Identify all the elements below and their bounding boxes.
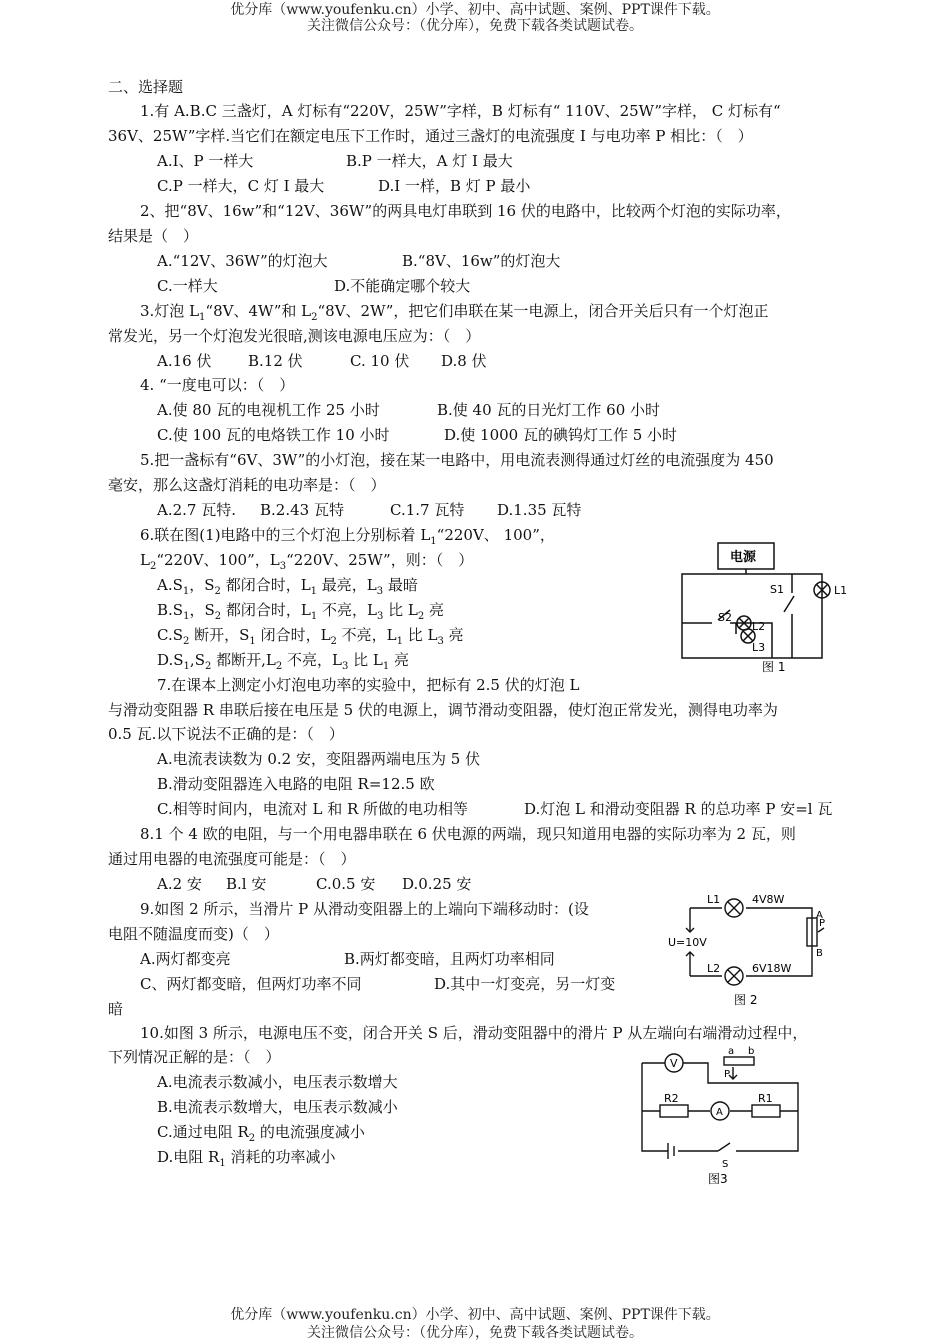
fig2-b: B [816, 948, 823, 959]
q8-line-2: 通过用电器的电流强度可能是：（ ） [108, 850, 356, 868]
fig2-caption: 图 2 [734, 993, 758, 1007]
q7-line-3: 0.5 瓦.以下说法不正确的是：（ ） [108, 725, 344, 743]
q9-option-d-cont: 暗 [108, 1000, 124, 1018]
fig1-l3: L3 [752, 641, 766, 654]
q4-option-c: C.使 100 瓦的电烙铁工作 10 小时 [157, 426, 390, 444]
fig3-s: S [722, 1159, 729, 1170]
q2-option-c: C.一样大 [157, 277, 218, 295]
fig1-power-label: 电源 [730, 550, 757, 565]
q2-option-b: B.“8V、16w”的灯泡大 [402, 252, 561, 270]
q10-option-a: A.电流表示数减小，电压表示数增大 [157, 1073, 398, 1091]
fig3-a-label: a [728, 1046, 735, 1057]
q5-option-b: B.2.43 瓦特 [260, 501, 344, 519]
q3-option-b: B.12 伏 [248, 352, 303, 370]
q2-line-1: 2、把“8V、16w”和“12V、36W”的两具电灯串联到 16 伏的电路中，比较两个灯泡的实际功率， [140, 202, 791, 220]
q10-line-2: 下列情况正解的是：（ ） [108, 1048, 281, 1066]
fig3-r2: R2 [664, 1092, 679, 1105]
fig3-r1: R1 [758, 1092, 773, 1105]
q3-option-d: D.8 伏 [441, 352, 487, 370]
q7-option-b: B.滑动变阻器连入电路的电阻 R=12.5 欧 [157, 775, 435, 793]
q6-option-b: $B.S_1$，$S_2$ 都闭合时，$L_1$ 不亮，$L_3$ 比 $L_2$ 亮 [157, 601, 444, 622]
q6-option-d: $D.S_1,S_2$ 都断开$,L_2$ 不亮，$L_3$ 比 $L_1$ 亮 [157, 651, 409, 672]
q4-line-1: 4. “一度电可以：（ ） [140, 376, 295, 394]
fig2-p: P [819, 918, 826, 929]
q7-line-2: 与滑动变阻器 R 串联后接在电压是 5 伏的电源上，调节滑动变阻器，使灯泡正常发光，测得电功率为 [108, 701, 778, 719]
q10-option-b: B.电流表示数增大，电压表示数减小 [157, 1098, 398, 1116]
q7-option-c: C.相等时间内，电流对 L 和 R 所做的电功相等 [157, 800, 469, 818]
q5-option-a: A.2.7 瓦特. [157, 501, 236, 519]
q4-option-d: D.使 1000 瓦的碘钨灯工作 5 小时 [444, 426, 678, 444]
q8-option-b: B.l 安 [226, 875, 267, 893]
q5-option-d: D.1.35 瓦特 [497, 501, 582, 519]
q10-line-1: 10.如图 3 所示，电源电压不变，闭合开关 S 后，滑动变阻器中的滑片 P 从左端向右端滑动过程中， [140, 1024, 808, 1042]
q2-option-a: A.“12V、36W”的灯泡大 [157, 252, 328, 270]
q1-option-c: C.P 一样大，C 灯 I 最大 [157, 177, 325, 195]
q7-line-1: 7.在课本上测定小灯泡电功率的实验中，把标有 2.5 伏的灯泡 L [157, 676, 580, 694]
q6-line-2: $L_2“220V$、100”，$L_3“220V$、25W”，则：（ ） [140, 551, 474, 572]
q6-line-1: 6.联在图(1)电路中的三个灯泡上分别标着 $L_1“220V$、 100”， [140, 526, 555, 547]
rheostat-bar [724, 1057, 754, 1065]
header-line-1: 优分库（www.youfenku.cn）小学、初中、高中试题、案例、PPT课件下载。 [230, 2, 720, 18]
q9-option-a: A.两灯都变亮 [140, 950, 231, 968]
fig2-u: U=10V [668, 936, 707, 949]
fig2-l1: L1 [707, 893, 721, 906]
q1-option-a: A.I、P 一样大 [157, 152, 254, 170]
resistor-r1 [752, 1105, 780, 1117]
q8-option-a: A.2 安 [157, 875, 202, 893]
footer-line-2: 关注微信公众号：（优分库），免费下载各类试题试卷。 [307, 1325, 643, 1341]
q8-option-c: C.0.5 安 [316, 875, 376, 893]
q6-option-c: $C.S_2$ 断开，$S_1$ 闭合时，$L_2$ 不亮，$L_1$ 比 $L_3$ 亮 [157, 626, 464, 647]
fig3-p: P [724, 1069, 731, 1080]
figure-3-circuit [638, 1045, 808, 1187]
figure-1-circuit [672, 538, 862, 678]
q1-line-1: 1.有 A.B.C 三盏灯，A 灯标有“220V，25W”字样，B 灯标有“ 110V、25W”字样， C 灯标有“ [140, 102, 781, 120]
fig2-l1-rating: 4V8W [752, 893, 785, 906]
q4-option-a: A.使 80 瓦的电视机工作 25 小时 [157, 401, 380, 419]
q5-line-2: 毫安，那么这盏灯消耗的电功率是：（ ） [108, 476, 386, 494]
q7-option-a: A.电流表读数为 0.2 安，变阻器两端电压为 5 伏 [157, 750, 481, 768]
section-title: 二、选择题 [108, 78, 184, 96]
q8-line-1: 8.1 个 4 欧的电阻，与一个用电器串联在 6 伏电源的两端，现只知道用电器的实际功率为 2 瓦，则 [140, 825, 796, 843]
q3-option-a: A.16 伏 [157, 352, 212, 370]
fig3-v: V [670, 1057, 678, 1070]
fig1-caption: 图 1 [762, 660, 786, 674]
fig3-caption: 图3 [708, 1172, 728, 1186]
fig3-ammeter: A [716, 1107, 723, 1118]
q5-line-1: 5.把一盏标有“6V、3W”的小灯泡，接在某一电路中，用电流表测得通过灯丝的电流强度为 450 [140, 451, 774, 469]
fig2-l2-rating: 6V18W [752, 962, 792, 975]
figure-2-circuit [664, 888, 839, 1010]
q10-option-d: D.电阻 $R_1$ 消耗的功率减小 [157, 1148, 336, 1169]
footer-line-1: 优分库（www.youfenku.cn）小学、初中、高中试题、案例、PPT课件下载。 [230, 1307, 720, 1323]
q2-line-2: 结果是（ ） [108, 227, 199, 245]
q9-line-1: 9.如图 2 所示，当滑片 P 从滑动变阻器上的上端向下端移动时：(设 [140, 900, 589, 918]
q3-line-1: 3.灯泡 $L_1“8V$、4W”和 $L_2“8V$、2W”，把它们串联在某一电源上，闭合开关后只有一个灯泡正 [140, 302, 769, 323]
q2-option-d: D.不能确定哪个较大 [334, 277, 471, 295]
q3-line-2: 常发光，另一个灯泡发光很暗,测该电源电压应为：（ ） [108, 327, 481, 345]
q4-option-b: B.使 40 瓦的日光灯工作 60 小时 [437, 401, 661, 419]
fig1-s2: S2 [718, 611, 732, 624]
q6-option-a: $A.S_1$，$S_2$ 都闭合时，$L_1$ 最亮，$L_3$ 最暗 [157, 576, 418, 597]
fig3-b-label: b [748, 1046, 755, 1057]
q1-option-b: B.P 一样大，A 灯 I 最大 [346, 152, 513, 170]
q3-option-c: C. 10 伏 [350, 352, 410, 370]
q10-option-c: C.通过电阻 $R_2$ 的电流强度减小 [157, 1123, 365, 1144]
q7-option-d: D.灯泡 L 和滑动变阻器 R 的总功率 P 安=l 瓦 [524, 800, 833, 818]
resistor-r2 [660, 1105, 688, 1117]
fig1-l2: L2 [752, 620, 766, 633]
fig1-s1: S1 [770, 583, 784, 596]
q1-line-2: 36V、25W”字样.当它们在额定电压下工作时，通过三盏灯的电流强度 I 与电功率 P 相比：（ ） [108, 127, 753, 145]
q9-option-c: C、两灯都变暗，但两灯功率不同 [140, 975, 362, 993]
fig2-l2: L2 [707, 962, 721, 975]
q8-option-d: D.0.25 安 [402, 875, 472, 893]
q9-line-2: 电阻不随温度而变)（ ） [108, 925, 279, 943]
header-line-2: 关注微信公众号：（优分库），免费下载各类试题试卷。 [307, 18, 643, 34]
fig1-l1: L1 [834, 584, 848, 597]
q9-option-b: B.两灯都变暗，且两灯功率相同 [344, 950, 555, 968]
fig2-a: A [816, 910, 823, 921]
q9-option-d: D.其中一灯变亮，另一灯变 [434, 975, 616, 993]
q1-option-d: D.I 一样，B 灯 P 最小 [378, 177, 531, 195]
q5-option-c: C.1.7 瓦特 [390, 501, 465, 519]
